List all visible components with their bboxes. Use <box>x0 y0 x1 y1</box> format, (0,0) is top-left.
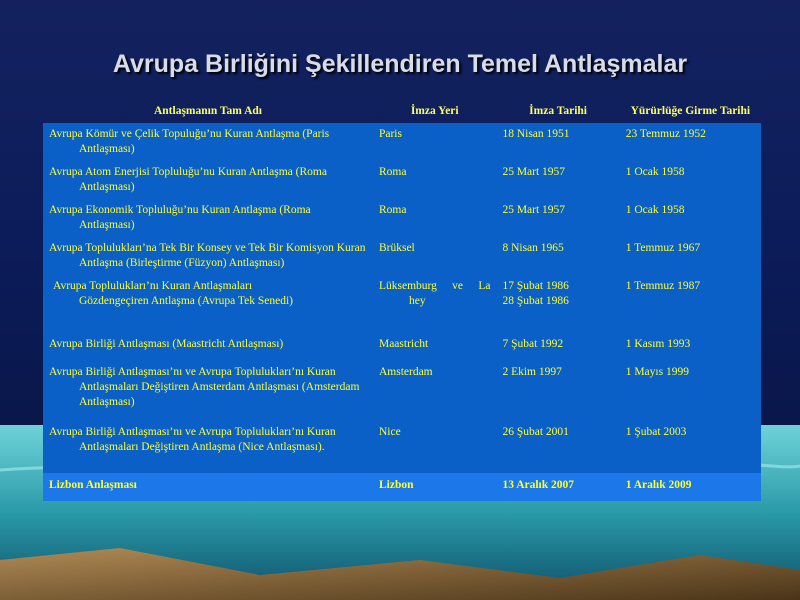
table-row <box>43 161 761 199</box>
effective-date: 1 Temmuz 1987 <box>620 275 761 327</box>
header-signing-place: İmza Yeri <box>410 105 459 117</box>
treaty-name: Avrupa Ekonomik Topluluğu’nu Kuran Antlaşma (Roma Antlaşması) <box>49 204 311 231</box>
signing-date: 18 Nisan 1951 <box>496 123 619 161</box>
signing-date: 25 Mart 1957 <box>496 161 619 199</box>
table-row <box>43 361 761 421</box>
signing-place: Maastricht <box>373 327 496 361</box>
effective-date: 23 Temmuz 1952 <box>620 123 761 161</box>
treaty-name: Avrupa Birliği Antlaşması’nı ve Avrupa Toplulukları’nı Kuran Antlaşmaları Değiştiren Antlaşma (Nice Antlaşması). <box>49 426 336 453</box>
treaty-name: Avrupa Birliği Antlaşması (Maastricht Antlaşması) <box>49 337 284 350</box>
header-treaty-name: Antlaşmanın Tam Adı <box>153 105 262 117</box>
table-row <box>43 237 761 275</box>
header-effective-date: Yürürlüğe Girme Tarihi <box>630 105 751 117</box>
treaty-name: Avrupa Kömür ve Çelik Topuluğu’nu Kuran Antlaşma (Paris Antlaşması) <box>49 128 330 155</box>
table-row <box>43 275 761 327</box>
signing-date: 13 Aralık 2007 <box>496 473 619 501</box>
effective-date: 1 Aralık 2009 <box>620 473 761 501</box>
effective-date: 1 Ocak 1958 <box>620 161 761 199</box>
table-row <box>43 199 761 237</box>
signing-date: 2 Ekim 1997 <box>496 361 619 421</box>
signing-place: Roma <box>373 161 496 199</box>
signing-date-line2: 28 Şubat 1986 <box>502 295 569 307</box>
signing-place: Lizbon <box>373 473 496 501</box>
table-header-row <box>43 97 761 123</box>
signing-date: 25 Mart 1957 <box>496 199 619 237</box>
signing-date: 7 Şubat 1992 <box>496 327 619 361</box>
treaty-name: Lizbon Anlaşması <box>43 473 373 501</box>
header-signing-date: İmza Tarihi <box>529 105 587 117</box>
signing-place: Amsterdam <box>373 361 496 421</box>
signing-place: Roma <box>373 199 496 237</box>
effective-date: 1 Şubat 2003 <box>620 421 761 473</box>
treaties-table <box>43 97 761 501</box>
signing-place: Brüksel <box>373 237 496 275</box>
treaty-name: Avrupa Toplulukları’na Tek Bir Konsey ve Tek Bir Komisyon Kuran Antlaşma (Birleştirme (Füzyon) Antlaşması) <box>49 242 366 269</box>
signing-place-line1: Lüksemburg ve La <box>378 280 491 292</box>
signing-place: Nice <box>373 421 496 473</box>
signing-date: 26 Şubat 2001 <box>496 421 619 473</box>
treaty-name-line2: Gözdengeçiren Antlaşma (Avrupa Tek Senedi) <box>79 295 294 307</box>
highlight-row <box>43 473 761 501</box>
slide-title: Avrupa Birliğini Şekillendiren Temel Antlaşmalar <box>112 50 688 78</box>
treaty-name: Avrupa Atom Enerjisi Topluluğu’nu Kuran Antlaşma (Roma Antlaşması) <box>49 166 327 193</box>
table-row <box>43 327 761 361</box>
effective-date: 1 Kasım 1993 <box>620 327 761 361</box>
treaty-name: Avrupa Birliği Antlaşması’nı ve Avrupa Toplulukları’nı Kuran Antlaşmaları Değiştiren Amsterdam Antlaşması (Amsterdam Antlaşması) <box>49 366 360 408</box>
table-row <box>43 421 761 473</box>
effective-date: 1 Temmuz 1967 <box>620 237 761 275</box>
effective-date: 1 Mayıs 1999 <box>620 361 761 421</box>
table-row <box>43 123 761 161</box>
signing-date: 8 Nisan 1965 <box>496 237 619 275</box>
treaty-name-line1: Avrupa Toplulukları’nı Kuran Antlaşmaları <box>53 280 253 292</box>
effective-date: 1 Ocak 1958 <box>620 199 761 237</box>
signing-place: Paris <box>373 123 496 161</box>
signing-place-line2: hey <box>408 295 426 307</box>
signing-date-line1: 17 Şubat 1986 <box>502 280 569 292</box>
